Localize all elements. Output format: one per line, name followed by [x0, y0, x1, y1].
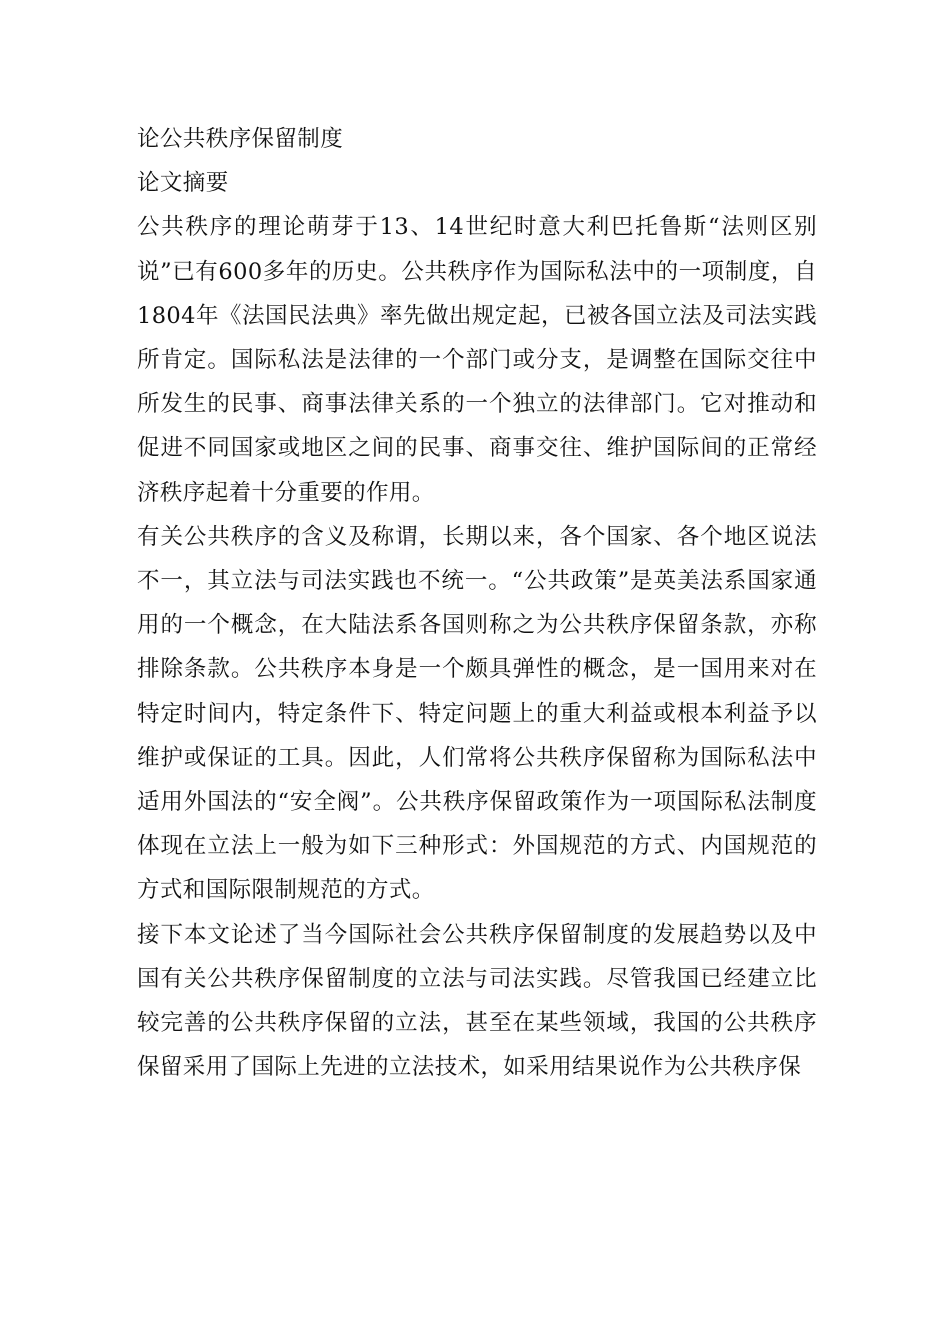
paragraph-1: 公共秩序的理论萌芽于13、14世纪时意大利巴托鲁斯“法则区别说”已有600多年的历史。公共秩序作为国际私法中的一项制度，自1804年《法国民法典》率先做出规定起，已被各国立法及司法实践所肯定。国际私法是法律的一个部门或分支，是调整在国际交往中所发生的民事、商事法律关系的一个独立的法律部门。它对推动和促进不同国家或地区之间的民事、商事交往、维护国际间的正常经济秩序起着十分重要的作用。	[137, 214, 817, 506]
paragraph-2: 有关公共秩序的含义及称谓，长期以来，各个国家、各个地区说法不一，其立法与司法实践也不统一。“公共政策”是英美法系国家通用的一个概念，在大陆法系各国则称之为公共秩序保留条款，亦称排除条款。公共秩序本身是一个颇具弹性的概念，是一国用来对在特定时间内，特定条件下、特定问题上的重大利益或根本利益予以维护或保证的工具。因此，人们常将公共秩序保留称为国际私法中适用外国法的“安全阀”。公共秩序保留政策作为一项国际私法制度体现在立法上一般为如下三种形式：外国规范的方式、内国规范的方式和国际限制规范的方式。	[137, 523, 817, 904]
paragraph-3: 接下本文论述了当今国际社会公共秩序保留制度的发展趋势以及中国有关公共秩序保留制度的立法与司法实践。尽管我国已经建立比较完善的公共秩序保留的立法，甚至在某些领域，我国的公共秩序保留采用了国际上先进的立法技术，如采用结果说作为公共秩序保	[137, 921, 817, 1081]
document-title: 论公共秩序保留制度	[137, 126, 344, 152]
abstract-heading: 论文摘要	[137, 170, 229, 197]
document-body	[137, 117, 817, 1089]
